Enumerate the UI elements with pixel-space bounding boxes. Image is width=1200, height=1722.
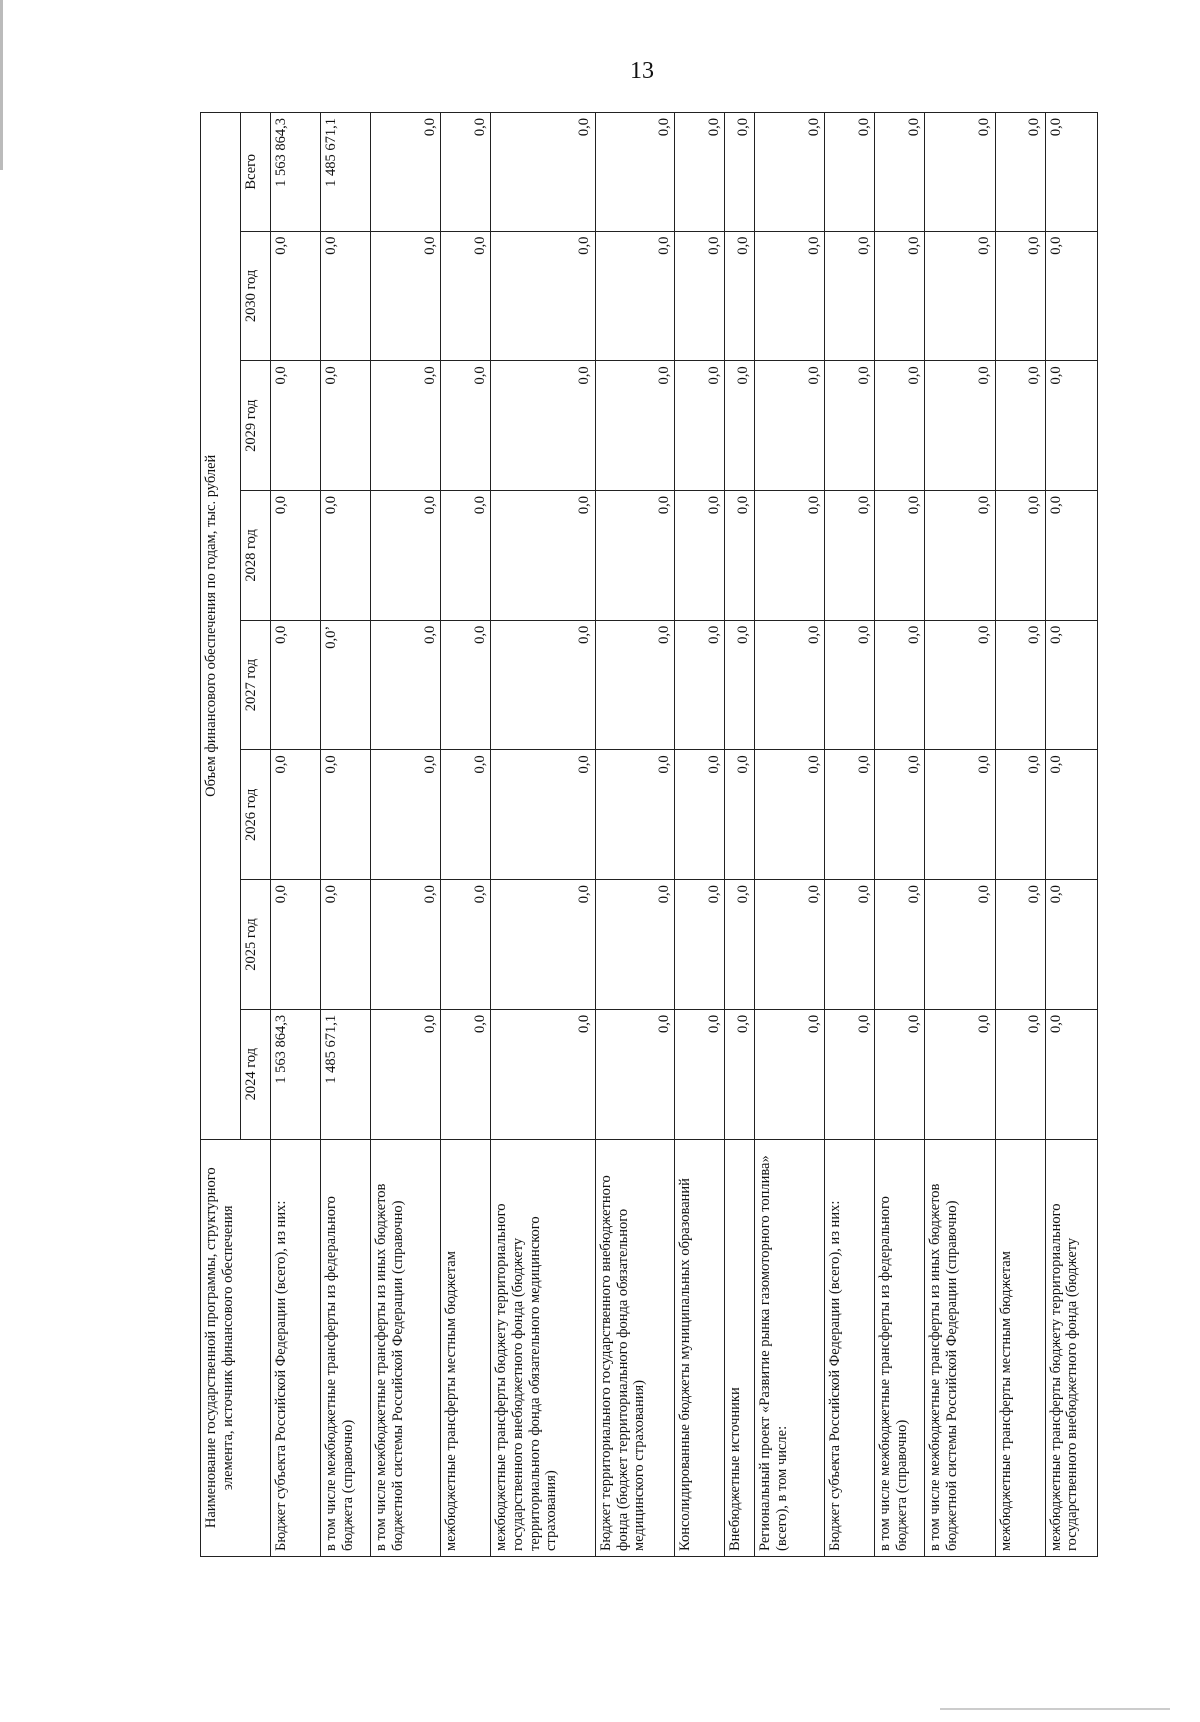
value-cell: 0,0 xyxy=(875,1009,925,1139)
value-cell: 0,0 xyxy=(875,620,925,750)
value-cell: 0,0 xyxy=(320,880,370,1010)
table-row xyxy=(370,113,440,1557)
row-name-cell: в том числе межбюджетные трансферты из федерального бюджета (справочно) xyxy=(320,1139,370,1556)
value-cell: 0,0 xyxy=(995,620,1045,750)
value-cell: 0,0 xyxy=(754,620,824,750)
value-cell: 0,0 xyxy=(595,1009,675,1139)
value-cell: 0,0 xyxy=(925,880,995,1010)
row-name-cell: Бюджет территориального государственного внебюджетного фонда (бюджет территориального фонда обязательного медицинского страхования) xyxy=(595,1139,675,1556)
row-name-cell: Бюджет субъекта Российской Федерации (всего), из них: xyxy=(271,1139,321,1556)
value-cell: 0,0 xyxy=(271,361,321,491)
table-row xyxy=(825,113,875,1557)
value-cell: 0,0 xyxy=(491,231,596,361)
row-name-cell: Региональный проект «Развитие рынка газомоторного топлива» (всего), в том числе: xyxy=(754,1139,824,1556)
value-cell: 0,0 xyxy=(271,491,321,621)
value-cell: 0,0 xyxy=(725,750,755,880)
table-row xyxy=(320,113,370,1557)
table-row xyxy=(995,113,1045,1557)
value-cell: 0,0 xyxy=(595,620,675,750)
value-cell: 0,0 xyxy=(754,750,824,880)
value-cell: 0,0 xyxy=(754,361,824,491)
value-cell: 0,0 xyxy=(995,231,1045,361)
value-cell: 0,0 xyxy=(825,113,875,232)
value-cell: 0,0 xyxy=(491,113,596,232)
value-cell: 0,0 xyxy=(995,1009,1045,1139)
value-cell: 0,0 xyxy=(875,361,925,491)
value-cell: 0,0 xyxy=(1045,113,1097,232)
value-cell: 0,0 xyxy=(995,491,1045,621)
value-cell: 0,0 xyxy=(925,231,995,361)
year-header-cell: 2024 год xyxy=(241,1009,271,1139)
value-cell: 0,0 xyxy=(725,880,755,1010)
row-name-cell: Внебюджетные источники xyxy=(725,1139,755,1556)
value-cell: 0,0 xyxy=(491,750,596,880)
scan-bottom-mark xyxy=(940,1708,1170,1710)
value-cell: 0,0 xyxy=(875,231,925,361)
value-cell: 0,0 xyxy=(825,231,875,361)
table-row xyxy=(271,113,321,1557)
table-row xyxy=(595,113,675,1557)
value-cell: 0,0 xyxy=(370,113,440,232)
value-cell: 0,0 xyxy=(370,1009,440,1139)
value-cell: 1 563 864,3 xyxy=(271,113,321,232)
rotated-table-inner xyxy=(200,112,1098,1557)
value-cell: 0,0 xyxy=(1045,750,1097,880)
value-cell: 0,0 xyxy=(1045,361,1097,491)
value-cell: 0,0 xyxy=(1045,1009,1097,1139)
value-cell: 0,0 xyxy=(875,113,925,232)
value-cell: 0,0 xyxy=(675,750,725,880)
row-name-cell: в том числе межбюджетные трансферты из иных бюджетов бюджетной системы Российской Федерации (справочно) xyxy=(370,1139,440,1556)
year-header-cell: 2026 год xyxy=(241,750,271,880)
value-cell: 0,0 xyxy=(441,113,491,232)
table-row xyxy=(925,113,995,1557)
value-cell: 0,0 xyxy=(675,620,725,750)
year-header-cell: Всего xyxy=(241,113,271,232)
value-cell: 0,0 xyxy=(925,491,995,621)
value-cell: 0,0 xyxy=(595,491,675,621)
value-cell: 0,0 xyxy=(441,1009,491,1139)
year-header-cell: 2027 год xyxy=(241,620,271,750)
value-cell: 0,0 xyxy=(925,113,995,232)
value-cell: 0,0 xyxy=(370,361,440,491)
year-header-cell: 2025 год xyxy=(241,880,271,1010)
value-cell: 0,0 xyxy=(725,620,755,750)
value-cell: 0,0 xyxy=(370,880,440,1010)
value-cell: 0,0 xyxy=(370,620,440,750)
value-cell: 0,0 xyxy=(595,113,675,232)
value-cell: 0,0 xyxy=(441,361,491,491)
header-name-cell: Наименование государственной программы, структурного элемента, источник финансового обеспечения xyxy=(201,1139,271,1556)
value-cell: 0,0 xyxy=(725,491,755,621)
value-cell: 0,0 xyxy=(271,620,321,750)
table-row xyxy=(1045,113,1097,1557)
table-row xyxy=(491,113,596,1557)
value-cell: 0,0 xyxy=(825,491,875,621)
value-cell: 0,0 xyxy=(320,750,370,880)
value-cell: 0,0 xyxy=(925,1009,995,1139)
value-cell: 0,0 xyxy=(825,1009,875,1139)
value-cell: 0,0 xyxy=(595,361,675,491)
value-cell: 0,0’ xyxy=(320,620,370,750)
value-cell: 0,0 xyxy=(1045,231,1097,361)
value-cell: 0,0 xyxy=(595,880,675,1010)
value-cell: 0,0 xyxy=(1045,880,1097,1010)
value-cell: 0,0 xyxy=(725,113,755,232)
value-cell: 0,0 xyxy=(725,361,755,491)
value-cell: 0,0 xyxy=(754,113,824,232)
value-cell: 0,0 xyxy=(925,620,995,750)
value-cell: 0,0 xyxy=(754,231,824,361)
value-cell: 0,0 xyxy=(675,880,725,1010)
value-cell: 0,0 xyxy=(675,113,725,232)
value-cell: 0,0 xyxy=(271,880,321,1010)
value-cell: 0,0 xyxy=(675,491,725,621)
value-cell: 0,0 xyxy=(370,491,440,621)
rotated-table-frame xyxy=(200,112,1098,1557)
value-cell: 0,0 xyxy=(995,361,1045,491)
value-cell: 0,0 xyxy=(754,491,824,621)
table-row xyxy=(875,113,925,1557)
table-row xyxy=(441,113,491,1557)
value-cell: 0,0 xyxy=(441,880,491,1010)
value-cell: 0,0 xyxy=(271,231,321,361)
row-name-cell: межбюджетные трансферты бюджету территориального государственного внебюджетного фонда (бюджету территориального фонда обязательного медицинского страхования) xyxy=(491,1139,596,1556)
value-cell: 0,0 xyxy=(675,361,725,491)
scan-edge-mark xyxy=(0,0,3,170)
year-header-cell: 2029 год xyxy=(241,361,271,491)
value-cell: 0,0 xyxy=(491,491,596,621)
value-cell: 0,0 xyxy=(995,113,1045,232)
value-cell: 0,0 xyxy=(491,620,596,750)
value-cell: 0,0 xyxy=(754,880,824,1010)
value-cell: 0,0 xyxy=(925,750,995,880)
row-name-cell: Консолидированные бюджеты муниципальных образований xyxy=(675,1139,725,1556)
header-volume-cell: Объем финансового обеспечения по годам, тыс. рублей xyxy=(201,113,241,1140)
row-name-cell: межбюджетные трансферты бюджету территориального государственного внебюджетного фонда (бюджету xyxy=(1045,1139,1097,1556)
value-cell: 0,0 xyxy=(1045,620,1097,750)
value-cell: 0,0 xyxy=(925,361,995,491)
value-cell: 0,0 xyxy=(320,361,370,491)
value-cell: 0,0 xyxy=(725,231,755,361)
page-number: 13 xyxy=(630,58,654,84)
row-name-cell: в том числе межбюджетные трансферты из иных бюджетов бюджетной системы Российской Федерации (справочно) xyxy=(925,1139,995,1556)
table-row xyxy=(725,113,755,1557)
row-name-cell: межбюджетные трансферты местным бюджетам xyxy=(995,1139,1045,1556)
value-cell: 0,0 xyxy=(370,750,440,880)
value-cell: 1 485 671,1 xyxy=(320,1009,370,1139)
value-cell: 0,0 xyxy=(320,231,370,361)
row-name-cell: межбюджетные трансферты местным бюджетам xyxy=(441,1139,491,1556)
value-cell: 0,0 xyxy=(675,1009,725,1139)
value-cell: 0,0 xyxy=(995,880,1045,1010)
value-cell: 0,0 xyxy=(271,750,321,880)
row-name-cell: в том числе межбюджетные трансферты из федерального бюджета (справочно) xyxy=(875,1139,925,1556)
value-cell: 0,0 xyxy=(441,231,491,361)
value-cell: 0,0 xyxy=(825,880,875,1010)
value-cell: 1 485 671,1 xyxy=(320,113,370,232)
value-cell: 0,0 xyxy=(875,491,925,621)
value-cell: 0,0 xyxy=(754,1009,824,1139)
value-cell: 0,0 xyxy=(441,620,491,750)
value-cell: 0,0 xyxy=(441,491,491,621)
table-body xyxy=(271,113,1098,1557)
value-cell: 1 563 864,3 xyxy=(271,1009,321,1139)
value-cell: 0,0 xyxy=(675,231,725,361)
value-cell: 0,0 xyxy=(370,231,440,361)
value-cell: 0,0 xyxy=(995,750,1045,880)
table-row xyxy=(754,113,824,1557)
financing-table xyxy=(200,112,1098,1557)
value-cell: 0,0 xyxy=(595,750,675,880)
value-cell: 0,0 xyxy=(595,231,675,361)
value-cell: 0,0 xyxy=(491,1009,596,1139)
value-cell: 0,0 xyxy=(491,880,596,1010)
value-cell: 0,0 xyxy=(725,1009,755,1139)
value-cell: 0,0 xyxy=(825,750,875,880)
value-cell: 0,0 xyxy=(320,491,370,621)
value-cell: 0,0 xyxy=(875,750,925,880)
table-row xyxy=(675,113,725,1557)
value-cell: 0,0 xyxy=(825,620,875,750)
value-cell: 0,0 xyxy=(1045,491,1097,621)
year-header-cell: 2028 год xyxy=(241,491,271,621)
value-cell: 0,0 xyxy=(875,880,925,1010)
value-cell: 0,0 xyxy=(441,750,491,880)
value-cell: 0,0 xyxy=(825,361,875,491)
year-header-cell: 2030 год xyxy=(241,231,271,361)
value-cell: 0,0 xyxy=(491,361,596,491)
row-name-cell: Бюджет субъекта Российской Федерации (всего), из них: xyxy=(825,1139,875,1556)
